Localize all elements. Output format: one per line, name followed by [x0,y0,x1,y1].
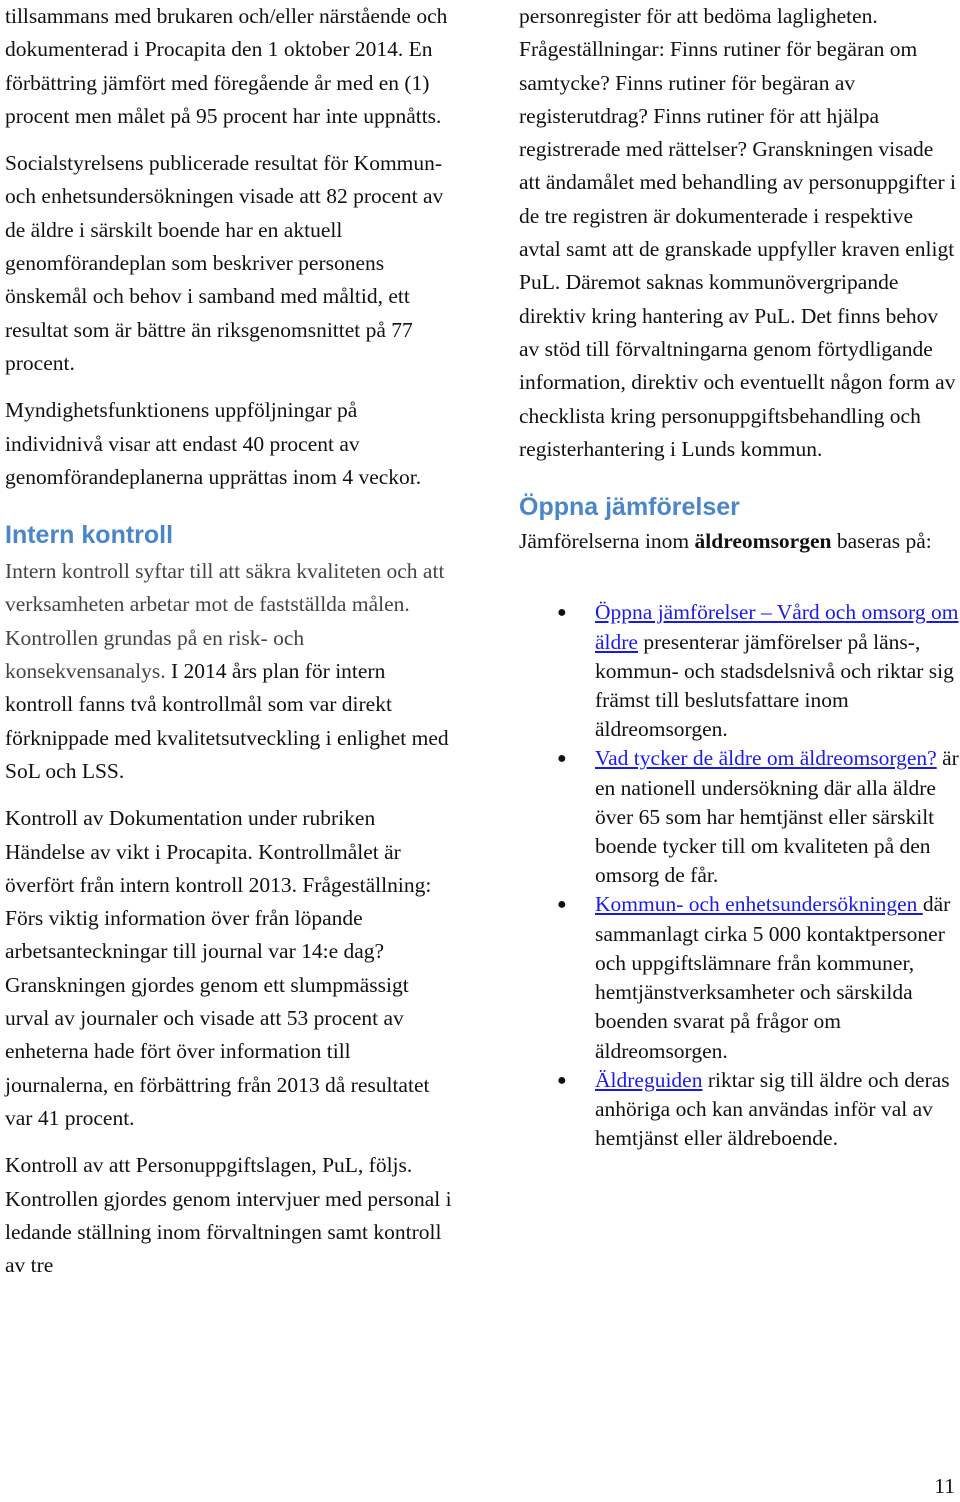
paragraph-jamforelser-intro [519,525,960,558]
page-number: 11 [934,1474,955,1498]
link-kommun-enhetsundersokningen[interactable]: Kommun- och enhetsundersökningen [595,892,923,917]
list-item-text: är en nationell undersökning där alla äldre över 65 som har hemtjänst eller särskilt boende tycker till om kvaliteten på den omsorg de får. [595,746,959,888]
jamforelser-list [519,598,960,1153]
list-item-text: riktar sig till äldre och deras anhöriga och kan användas inför val av hemtjänst eller äldreboende. [595,1067,950,1151]
paragraph-myndighetsfunktionen: Myndighetsfunktionens uppföljningar på individnivå visar att endast 40 procent av genomförandeplanerna upprättas inom 4 veckor. [5,398,422,489]
intro-bold-aldreomsorgen: äldreomsorgen [694,529,832,554]
list-item-text: där sammanlagt cirka 5 000 kontaktpersoner och uppgiftslämnare från kommuner, hemtjänstverksamheter och särskilda boenden svarat på frågor om äldreomsorgen. [595,892,951,1063]
list-item [519,890,960,1065]
bullet-icon: ● [557,604,567,622]
right-column [519,0,960,1153]
bullet-icon: ● [557,1071,567,1089]
list-item [519,598,960,744]
paragraph-personregister: personregister för att bedöma lagligheten. Frågeställningar: Finns rutiner för begäran om samtycke? Finns rutiner för begäran av registerutdrag? Finns rutiner för att hjälpa registrerade med rättelser? Granskningen visade att ändamålet med behandling av personuppgifter i de tre registren är dokumenterade i respektive avtal samt att de granskade uppfyller kraven enligt PuL. Däremot saknas kommunövergripande direktiv kring hantering av PuL. Det finns behov av stöd till förvaltningarna genom förtydligande information, direktiv och eventuellt någon form av checklista kring personuppgiftsbehandling och registerhantering i Lunds kommun. [519,4,957,461]
intern-kontroll-plan: I 2014 års plan för intern kontroll fanns två kontrollmål som var direkt förknippade med kvalitetsutveckling i enlighet med SoL och LSS. [5,659,449,783]
link-aldreguiden[interactable]: Äldreguiden [595,1067,703,1092]
left-column [5,0,457,1282]
intro-text: Jämförelserna inom [519,529,695,554]
paragraph-kontroll-pul: Kontroll av att Personuppgiftslagen, PuL, följs. Kontrollen gjordes genom intervjuer med personal i ledande ställning inom förvaltningen samt kontroll av tre [5,1153,452,1278]
link-oppna-jamforelser-vard-omsorg[interactable]: Öppna jämförelser – Vård och omsorg om äldre [595,600,959,654]
heading-oppna-jamforelser: Öppna jämförelser [519,493,740,522]
link-vad-tycker-de-aldre[interactable]: Vad tycker de äldre om äldreomsorgen? [595,746,937,771]
bullet-icon: ● [557,896,567,914]
list-item [519,1066,960,1154]
bullet-icon: ● [557,750,567,768]
intro-text-end: baseras på: [831,529,932,554]
paragraph-kontroll-dokumentation: Kontroll av Dokumentation under rubriken Händelse av vikt i Procapita. Kontrollmålet är överfört från intern kontroll 2013. Frågeställning: Förs viktig information över från löpande arbetsanteckningar till journal var 14:e dag? Granskningen gjordes genom ett slumpmässigt urval av journaler och visade att 53 procent av enheterna hade fört över information till journalerna, en förbättring från 2013 då resultatet var 41 procent. [5,806,432,1130]
paragraph-genomforandeplan-procapita: tillsammans med brukaren och/eller närstående och dokumenterad i Procapita den 1 oktober 2014. En förbättring jämfört med föregående år med en (1) procent men målet på 95 procent har inte uppnåtts. [5,4,448,128]
intern-kontroll-intro: Intern kontroll syftar till att säkra kvaliteten och att verksamheten arbetar mot de fastställda målen. Kontrollen grundas på en risk- och konsekvensanalys. [5,559,445,684]
paragraph-intern-kontroll-syfte [5,555,457,788]
paragraph-socialstyrelsen-resultat: Socialstyrelsens publicerade resultat för Kommun- och enhetsundersökningen visade att 82 procent av de äldre i särskilt boende har en aktuell genomförandeplan som beskriver personens önskemål och behov i samband med måltid, ett resultat som är bättre än riksgenomsnittet på 77 procent. [5,151,444,375]
heading-intern-kontroll: Intern kontroll [5,521,174,550]
list-item-text: presenterar jämförelser på läns-, kommun- och stadsdelsnivå och riktar sig främst till beslutsfattare inom äldreomsorgen. [595,629,954,742]
list-item [519,744,960,890]
